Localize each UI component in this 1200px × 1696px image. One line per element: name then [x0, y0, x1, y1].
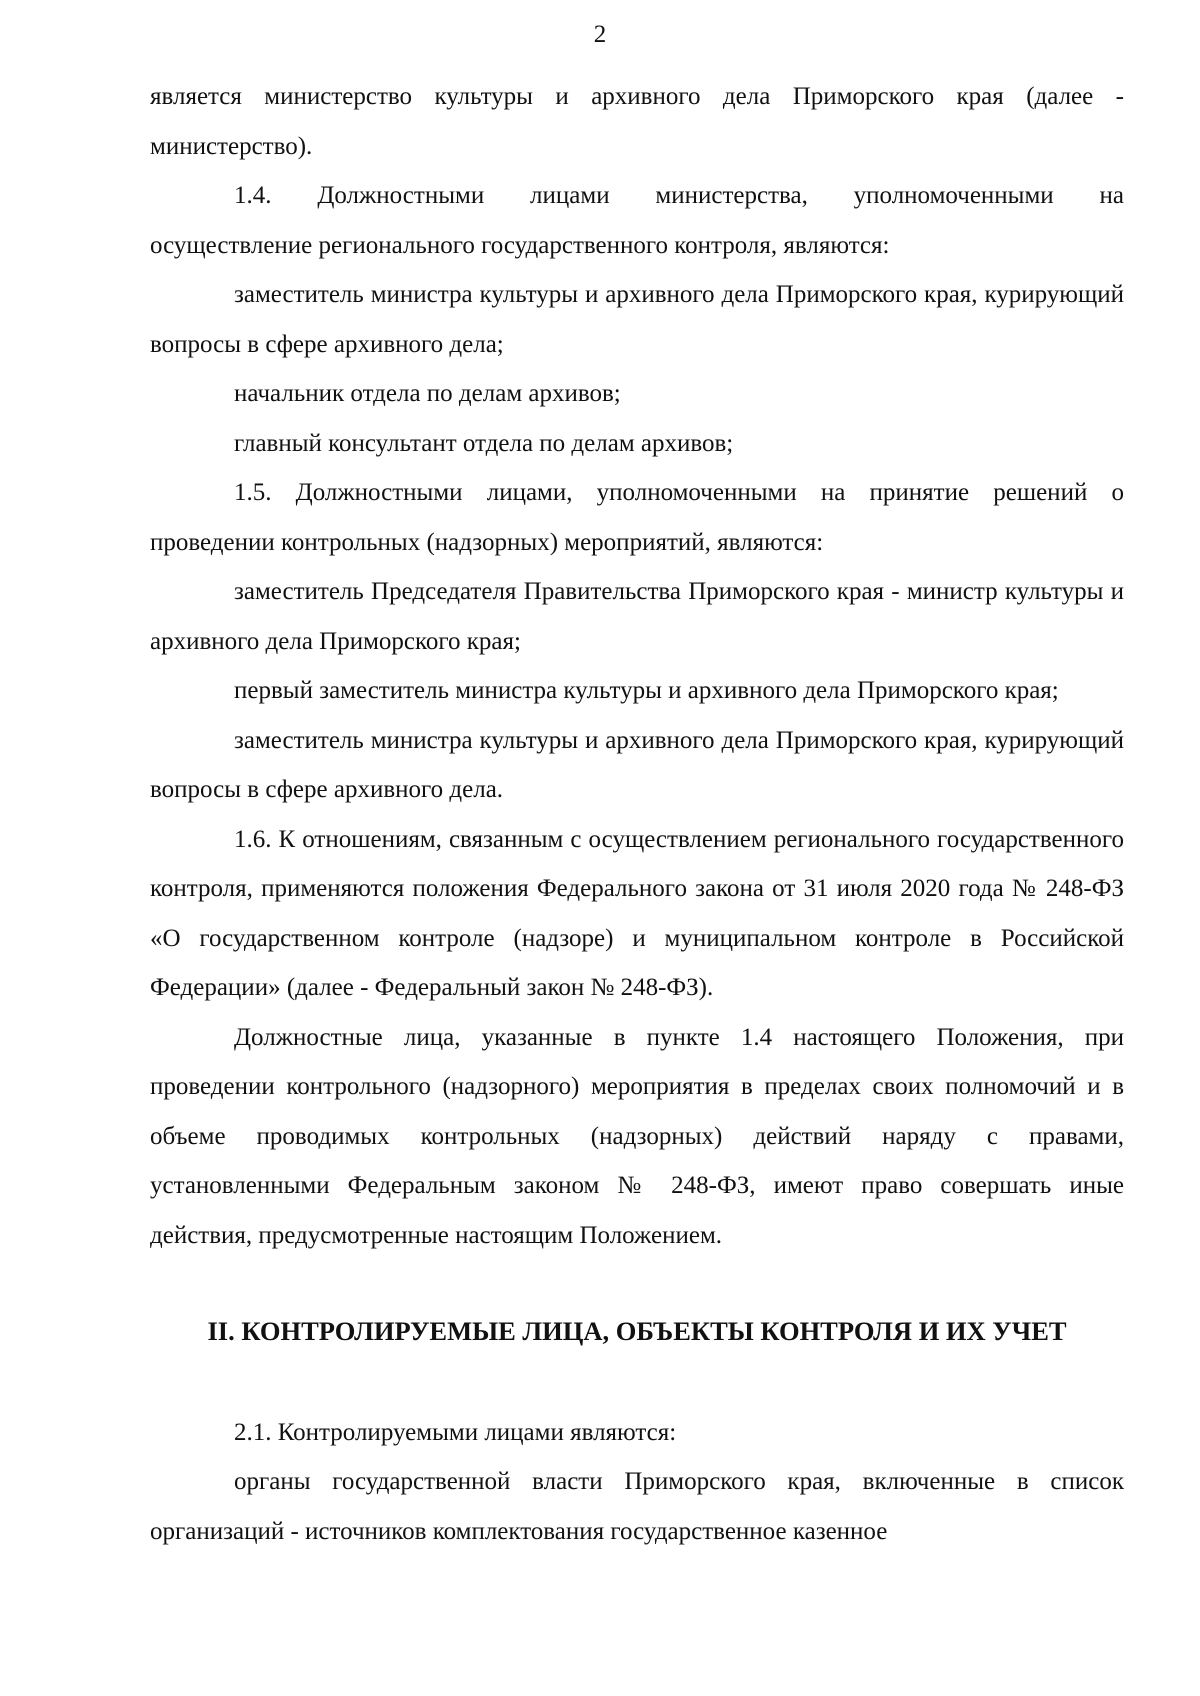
paragraph-continuation: является министерство культуры и архивного дела Приморского края (далее - министерство). [150, 83, 1124, 160]
section-heading: II. КОНТРОЛИРУЕМЫЕ ЛИЦА, ОБЪЕКТЫ КОНТРОЛЯ И ИХ УЧЕТ [207, 1316, 1067, 1346]
page-number: 2 [593, 21, 607, 48]
paragraph-chief-consultant: главный консультант отдела по делам архивов; [234, 429, 734, 457]
document-body [150, 72, 1124, 1556]
paragraph-2-1: 2.1. Контролируемыми лицами являются: [234, 1418, 677, 1446]
paragraph-1-5: 1.5. Должностными лицами, уполномоченными на принятие решений о проведении контрольных (надзорных) мероприятий, являются: [150, 479, 1124, 556]
paragraph-1-4-line-1: 1.4. Должностными лицами министерства, уполномоченными на [234, 182, 1124, 209]
paragraph-first-deputy: первый заместитель министра культуры и архивного дела Приморского края; [234, 677, 1059, 704]
paragraph-deputy-chairman: заместитель Председателя Правительства Приморского края - министр культуры и архивного дела Приморского края; [150, 578, 1124, 655]
paragraph-deputy-minister: заместитель министра культуры и архивного дела Приморского края, курирующий вопросы в сфере архивного дела; [150, 281, 1124, 358]
paragraph-1-6: 1.6. К отношениям, связанным с осуществлением регионального государственного контроля, применяются положения Федерального закона от 31 июля 2020 года № 248-ФЗ «О государственном контроле (надзоре) и муниципальном контроле в Российской Федерации» (далее - Федеральный закон № 248-ФЗ). [150, 825, 1124, 1001]
paragraph-1-4-line-2: осуществление регионального государственного контроля, являются: [150, 231, 890, 259]
paragraph-officials-rights: Должностные лица, указанные в пункте 1.4 настоящего Положения, при проведении контрольного (надзорного) мероприятия в пределах своих полномочий и в объеме проводимых контрольных (надзорных) действий наряду с правами, установленными Федеральным законом № 248-ФЗ, имеют право совершать иные действия, предусмотренные настоящим Положением. [150, 1023, 1124, 1249]
paragraph-1-4 [150, 171, 1124, 270]
paragraph-head-of-department: начальник отдела по делам архивов; [234, 380, 621, 407]
paragraph-state-bodies: органы государственной власти Приморского края, включенные в список организаций - источников комплектования государственное казенное [150, 1468, 1124, 1545]
paragraph-deputy-minister-2: заместитель министра культуры и архивного дела Приморского края, курирующий вопросы в сфере архивного дела. [150, 726, 1124, 803]
